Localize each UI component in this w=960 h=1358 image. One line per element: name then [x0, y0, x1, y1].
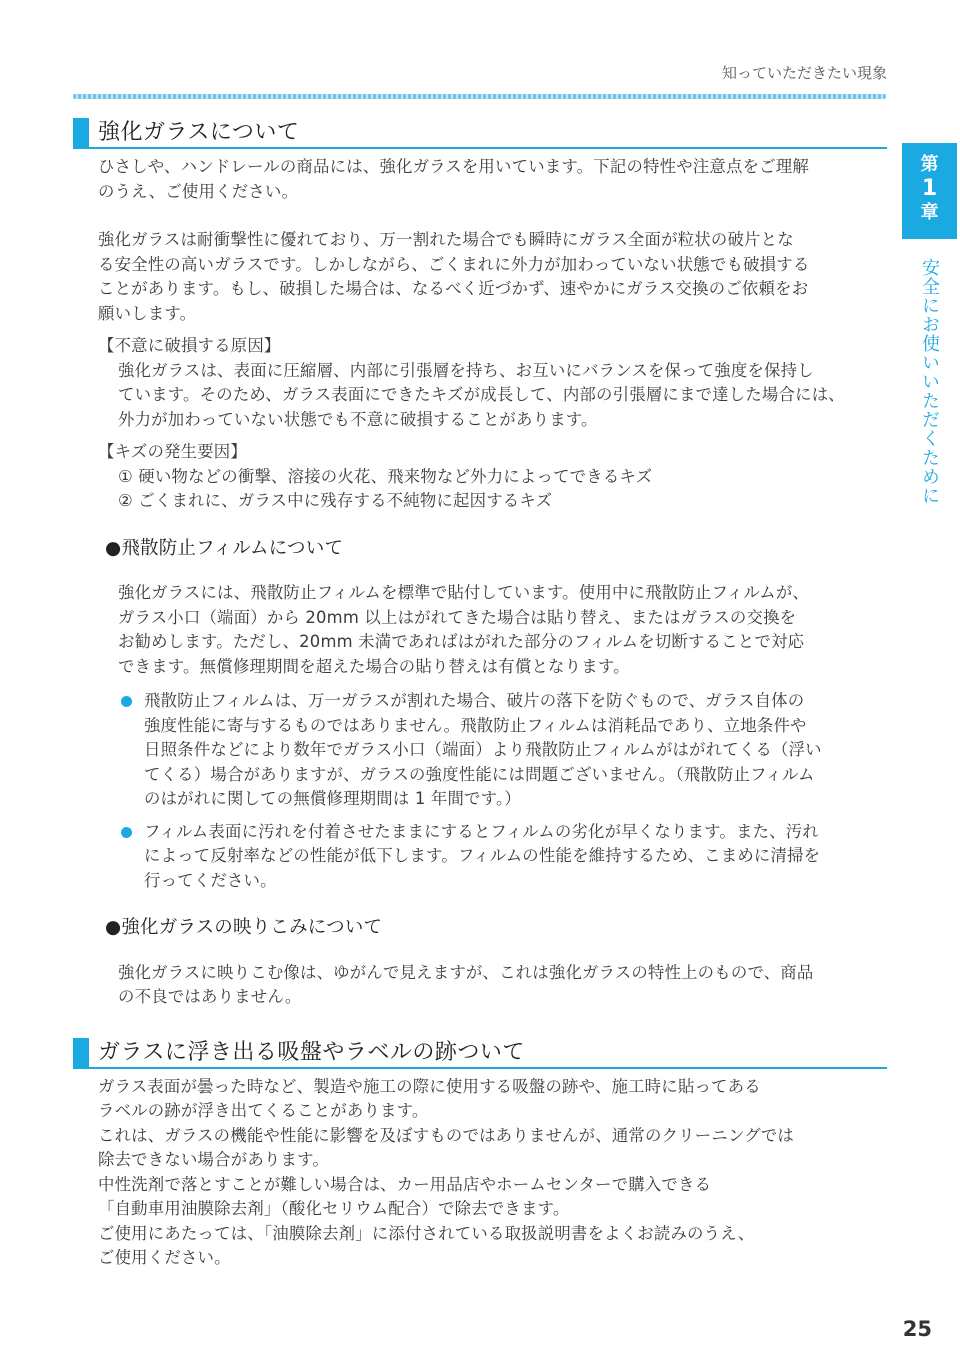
text-line: 行ってください。: [144, 870, 277, 890]
scratch-heading: 【キズの発生要因】: [98, 442, 247, 461]
text-line: 飛散防止フィルムは、万一ガラスが割れた場合、破片の落下を防ぐもので、ガラス自体の: [144, 691, 805, 710]
section-title-text: 強化ガラスについて: [98, 120, 300, 145]
intro-paragraph: [98, 155, 887, 204]
bullet-dot-icon: [121, 827, 132, 838]
text-line: ご使用にあたっては、「油膜除去剤」に添付されている取扱説明書をよくお読みのうえ、: [98, 1223, 755, 1243]
text-line: ひさしや、ハンドレールの商品には、強化ガラスを用いています。下記の特性や注意点をご理解: [98, 157, 809, 176]
text-line: これは、ガラスの機能や性能に影響を及ぼすものではありませんが、通常のクリーニングでは: [98, 1125, 794, 1145]
section-marker: [73, 1038, 89, 1067]
cause-paragraph: [118, 359, 887, 433]
main-content: [73, 118, 887, 1271]
text-line: のうえ、ご使用ください。: [98, 181, 299, 201]
chapter-tab: [902, 143, 957, 239]
list-item: ② ごくまれに、ガラス中に残存する不純物に起因するキズ: [118, 491, 553, 510]
text-line: ガラス小口（端面）から 20mm 以上はがれてきた場合は貼り替え、またはガラスの交換を: [118, 607, 797, 627]
text-line: ています。そのため、ガラス表面にできたキズが成長して、内部の引張層にまで達した場合には、: [118, 385, 845, 404]
text-line: 外力が加わっていない状態でも不意に破損することがあります。: [118, 409, 598, 429]
text-line: 強度性能に寄与するものではありません。飛散防止フィルムは消耗品であり、立地条件や: [144, 715, 807, 735]
reflection-heading: ●強化ガラスの映りこみについて: [105, 917, 383, 938]
text-line: 中性洗剤で落とすことが難しい場合は、カー用品店やホームセンターで購入できる: [98, 1174, 712, 1194]
text-line: 願いします。: [98, 303, 197, 323]
section-title-text: ガラスに浮き出る吸盤やラベルの跡ついて: [98, 1039, 525, 1065]
film-bullets: [118, 689, 887, 893]
list-item: [118, 689, 887, 812]
text-line: の不良ではありません。: [118, 987, 302, 1006]
text-line: 強化ガラスには、飛散防止フィルムを標準で貼付しています。使用中に飛散防止フィルムが、: [118, 583, 810, 602]
list-item: ① 硬い物などの衝撃、溶接の火花、飛来物など外力によってできるキズ: [118, 466, 653, 486]
text-line: 強化ガラスは、表面に圧縮層、内部に引張層を持ち、お互いにバランスを保って強度を保持し: [118, 360, 814, 380]
running-header: 知っていただきたい現象: [721, 64, 887, 82]
text-line: 日照条件などにより数年でガラス小口（端面）より飛散防止フィルムがはがれてくる（浮い: [144, 740, 822, 759]
body-paragraph: [98, 228, 887, 326]
chapter-prefix: 第: [920, 154, 939, 175]
text-line: ガラス表面が曇った時など、製造や施工の際に使用する吸盤の跡や、施工時に貼ってある: [98, 1076, 761, 1096]
scratch-list: [118, 465, 887, 514]
section-title-suction-marks: [73, 1038, 887, 1069]
reflection-paragraph: [118, 961, 887, 1010]
text-line: 強化ガラスは耐衝撃性に優れており、万一割れた場合でも瞬時にガラス全面が粒状の破片とな: [98, 230, 794, 249]
film-heading: ●飛散防止フィルムについて: [105, 537, 344, 559]
section-title-tempered-glass: [73, 118, 887, 149]
chapter-suffix: 章: [920, 202, 939, 223]
chapter-number: 1: [921, 176, 938, 201]
text-line: てくる）場合がありますが、ガラスの強度性能には問題ございません。（飛散防止フィルム: [144, 764, 815, 784]
text-line: できます。無償修理期間を超えた場合の貼り替えは有償となります。: [118, 656, 630, 676]
page-number: 25: [902, 1317, 932, 1341]
text-line: ことがあります。もし、破損した場合は、なるべく近づかず、速やかにガラス交換のご依頼をお: [98, 279, 809, 298]
suction-paragraph: [98, 1075, 887, 1271]
film-paragraph: [118, 581, 887, 679]
text-line: のはがれに関しての無償修理期間は 1 年間です。）: [144, 789, 521, 808]
section-marker: [73, 118, 89, 147]
bullet-dot-icon: [121, 696, 132, 707]
text-line: る安全性の高いガラスです。しかしながら、ごくまれに外力が加わっていない状態でも破損する: [98, 254, 810, 274]
text-line: ご使用ください。: [98, 1248, 231, 1267]
text-line: ラベルの跡が浮き出てくることがあります。: [98, 1101, 429, 1120]
cause-heading: 【不意に破損する原因】: [98, 336, 281, 355]
text-line: 強化ガラスに映りこむ像は、ゆがんで見えますが、これは強化ガラスの特性上のもので、商品: [118, 962, 814, 982]
text-line: 「自動車用油膜除去剤」（酸化セリウム配合）で除去できます。: [98, 1199, 570, 1218]
list-item: [118, 820, 887, 894]
text-line: フィルム表面に汚れを付着させたままにするとフィルムの劣化が早くなります。また、汚れ: [144, 821, 819, 841]
text-line: お勧めします。ただし、20mm 未満であればはがれた部分のフィルムを切断することで対応: [118, 632, 805, 651]
header-rule: [73, 94, 886, 99]
chapter-title-vertical: 安全にお使いいただくために: [919, 258, 940, 505]
text-line: によって反射率などの性能が低下します。フィルムの性能を維持するため、こまめに清掃を: [144, 846, 821, 865]
text-line: 除去できない場合があります。: [98, 1150, 329, 1169]
